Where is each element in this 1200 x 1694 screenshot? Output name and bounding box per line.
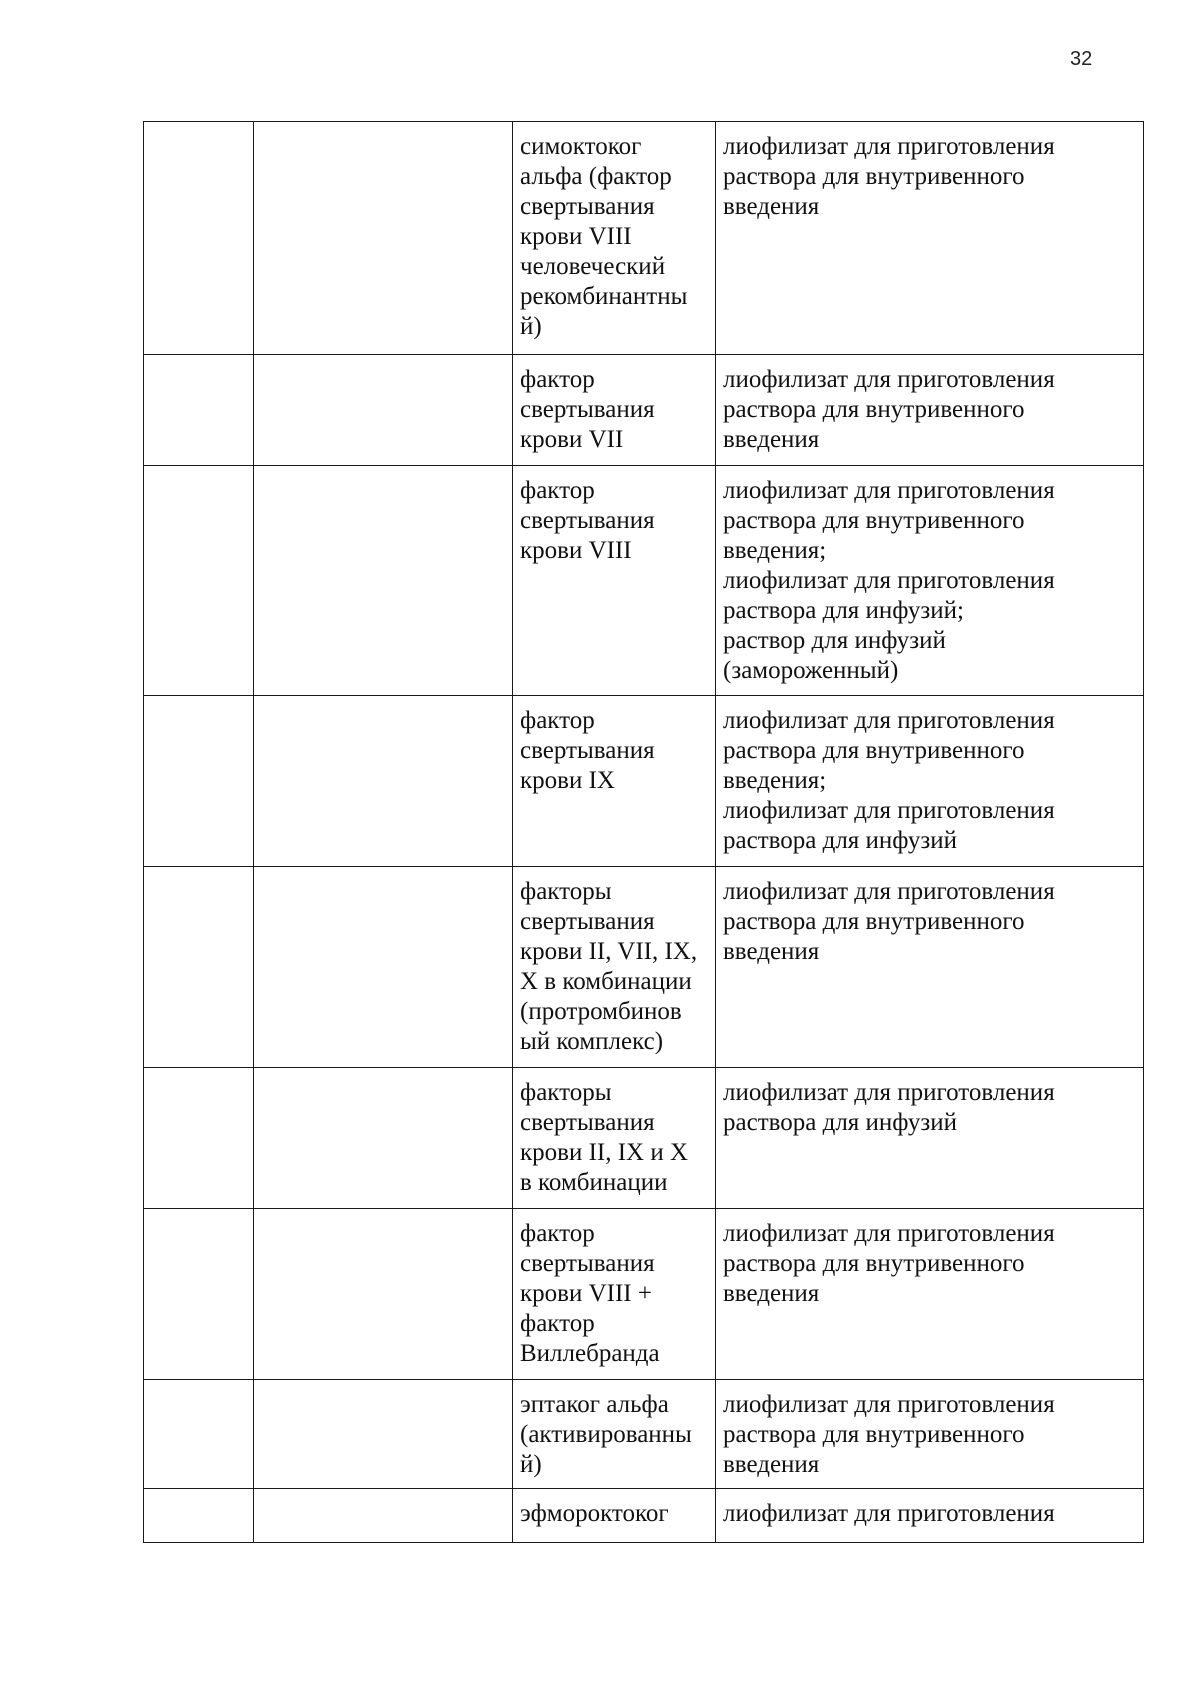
- group-cell: [254, 1209, 513, 1380]
- dosage-form-cell: [716, 867, 1144, 1068]
- group-cell: [254, 1489, 513, 1543]
- dosage-form: лиофилизат для приготовления раствора для внутривенного введения; лиофилизат для приготовления раствора для инфузий; раствор для инфузий (замороженный): [723, 477, 1055, 684]
- atc-code-cell: [144, 1380, 254, 1489]
- group-cell: [254, 1380, 513, 1489]
- drug-name: эфмороктоког: [520, 1500, 669, 1527]
- group-cell: [254, 1068, 513, 1209]
- table-row: [144, 1489, 1144, 1543]
- dosage-form-cell: [716, 1068, 1144, 1209]
- drug-name: факторы свертывания крови II, IX и X в комбинации: [520, 1079, 689, 1196]
- page-number: 32: [1070, 48, 1093, 70]
- dosage-form: лиофилизат для приготовления: [723, 1500, 1055, 1527]
- table-row: [144, 122, 1144, 355]
- drug-name: эптаког альфа (активированны й): [520, 1391, 692, 1478]
- drug-name: факторы свертывания крови II, VII, IX, X в комбинации (протромбинов ый комплекс): [520, 878, 698, 1055]
- table-row: [144, 867, 1144, 1068]
- drug-name-cell: [513, 355, 716, 466]
- drug-name: фактор свертывания крови IX: [520, 707, 655, 794]
- table-row: [144, 1068, 1144, 1209]
- drug-name-cell: [513, 1209, 716, 1380]
- atc-code-cell: [144, 1209, 254, 1380]
- dosage-form-cell: [716, 1489, 1144, 1543]
- drug-name-cell: [513, 1068, 716, 1209]
- dosage-form: лиофилизат для приготовления раствора для внутривенного введения; лиофилизат для приготовления раствора для инфузий: [723, 707, 1055, 854]
- atc-code-cell: [144, 696, 254, 867]
- drug-name: фактор свертывания крови VIII: [520, 477, 655, 564]
- dosage-form: лиофилизат для приготовления раствора для внутривенного введения: [723, 366, 1055, 453]
- drug-name-cell: [513, 867, 716, 1068]
- group-cell: [254, 696, 513, 867]
- atc-code-cell: [144, 122, 254, 355]
- drug-name-cell: [513, 1489, 716, 1543]
- drug-name-cell: [513, 466, 716, 696]
- dosage-form-cell: [716, 122, 1144, 355]
- drug-name-cell: [513, 122, 716, 355]
- drug-name: фактор свертывания крови VIII + фактор Виллебранда: [520, 1220, 660, 1367]
- dosage-form-cell: [716, 1380, 1144, 1489]
- group-cell: [254, 355, 513, 466]
- dosage-form: лиофилизат для приготовления раствора для внутривенного введения: [723, 1391, 1055, 1478]
- dosage-form: лиофилизат для приготовления раствора для внутривенного введения: [723, 878, 1055, 965]
- group-cell: [254, 122, 513, 355]
- dosage-form: лиофилизат для приготовления раствора для внутривенного введения: [723, 133, 1055, 220]
- atc-code-cell: [144, 1489, 254, 1543]
- group-cell: [254, 867, 513, 1068]
- dosage-form-cell: [716, 696, 1144, 867]
- group-cell: [254, 466, 513, 696]
- dosage-form: лиофилизат для приготовления раствора для инфузий: [723, 1079, 1055, 1136]
- table-row: [144, 696, 1144, 867]
- table-row: [144, 355, 1144, 466]
- atc-code-cell: [144, 867, 254, 1068]
- table-row: [144, 1209, 1144, 1380]
- drug-name-cell: [513, 1380, 716, 1489]
- drug-name: фактор свертывания крови VII: [520, 366, 655, 453]
- drug-name: симоктоког альфа (фактор свертывания крови VIII человеческий рекомбинантны й): [520, 133, 688, 340]
- atc-code-cell: [144, 355, 254, 466]
- table-row: [144, 466, 1144, 696]
- dosage-form: лиофилизат для приготовления раствора для внутривенного введения: [723, 1220, 1055, 1307]
- atc-code-cell: [144, 1068, 254, 1209]
- atc-code-cell: [144, 466, 254, 696]
- drug-name-cell: [513, 696, 716, 867]
- dosage-form-cell: [716, 1209, 1144, 1380]
- drug-table: [143, 121, 1144, 1543]
- dosage-form-cell: [716, 355, 1144, 466]
- table-row: [144, 1380, 1144, 1489]
- dosage-form-cell: [716, 466, 1144, 696]
